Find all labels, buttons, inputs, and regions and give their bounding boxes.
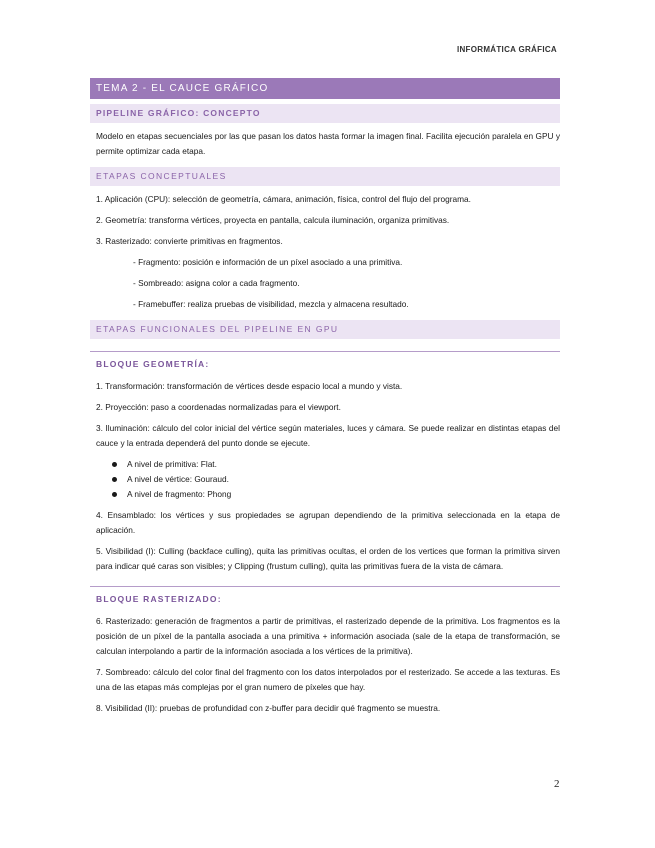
list-item: 3. Iluminación: cálculo del color inicial del vértice según materiales, luces y cámara. Se puede realizar en distintas etapas del cauce y la entrada dependerá del punto donde se ejecute. bbox=[96, 423, 560, 448]
conceptuales-heading: ETAPAS CONCEPTUALES bbox=[90, 167, 560, 186]
page-content bbox=[90, 78, 560, 716]
funcionales-heading: ETAPAS FUNCIONALES DEL PIPELINE EN GPU bbox=[90, 320, 560, 339]
list-item: 6. Rasterizado: generación de fragmentos a partir de primitivas, el rasterizado depende de la primitiva. Los fragmentos es la posición de un píxel de la pantalla asociada a una primitiva + información asociada (sale de la etapa de transformación, se calculan interpolando a partir de la información asociada a los vértices de la primitiva). bbox=[96, 616, 560, 656]
bullet-item: A nivel de fragmento: Phong bbox=[90, 487, 560, 502]
list-item: 2. Proyección: paso a coordenadas normalizadas para el viewport. bbox=[96, 402, 341, 412]
concepto-heading: PIPELINE GRÁFICO: CONCEPTO bbox=[90, 104, 560, 123]
bullet-icon bbox=[112, 462, 117, 467]
bullet-icon bbox=[112, 492, 117, 497]
list-item: 2. Geometría: transforma vértices, proyecta en pantalla, calcula iluminación, organiza primitivas. bbox=[96, 215, 450, 225]
running-header: INFORMÁTICA GRÁFICA bbox=[456, 45, 557, 54]
page-number: 2 bbox=[554, 778, 560, 790]
list-item: 3. Rasterizado: convierte primitivas en fragmentos. bbox=[96, 236, 283, 246]
geometria-heading: BLOQUE GEOMETRÍA: bbox=[90, 351, 560, 373]
concepto-text: Modelo en etapas secuenciales por las que pasan los datos hasta formar la imagen final. Facilita ejecución paralela en GPU y permite optimizar cada etapa. bbox=[96, 131, 560, 156]
list-item: 1. Aplicación (CPU): selección de geometría, cámara, animación, física, control del flujo del programa. bbox=[96, 194, 471, 204]
list-item: 4. Ensamblado: los vértices y sus propiedades se agrupan dependiendo de la primitiva seleccionada en la etapa de aplicación. bbox=[96, 510, 560, 535]
bullet-item: A nivel de primitiva: Flat. bbox=[90, 457, 560, 472]
bullet-icon bbox=[112, 477, 117, 482]
sub-item: - Sombreado: asigna color a cada fragmento. bbox=[133, 278, 300, 288]
sub-item: - Fragmento: posición e información de un píxel asociado a una primitiva. bbox=[133, 257, 403, 267]
list-item: 1. Transformación: transformación de vértices desde espacio local a mundo y vista. bbox=[96, 381, 403, 391]
list-item: 5. Visibilidad (I): Culling (backface culling), quita las primitivas ocultas, el orden de los vertices que forman la primitiva sirven para indicar qué caras son visibles; y Clipping (frustum culling), quita las primitivas fuera de la vista de cámara. bbox=[96, 546, 560, 571]
bullet-item: A nivel de vértice: Gouraud. bbox=[90, 472, 560, 487]
section-title: TEMA 2 - EL CAUCE GRÁFICO bbox=[90, 78, 560, 99]
rasterizado-heading: BLOQUE RASTERIZADO: bbox=[90, 586, 560, 608]
list-item: 8. Visibilidad (II): pruebas de profundidad con z-buffer para decidir qué fragmento se muestra. bbox=[96, 703, 441, 713]
list-item: 7. Sombreado: cálculo del color final del fragmento con los datos interpolados por el resterizado. Se accede a las texturas. Es una de las etapas más complejas por el gran numero de píxeles que hay. bbox=[96, 667, 560, 692]
sub-item: - Framebuffer: realiza pruebas de visibilidad, mezcla y almacena resultado. bbox=[133, 299, 409, 309]
